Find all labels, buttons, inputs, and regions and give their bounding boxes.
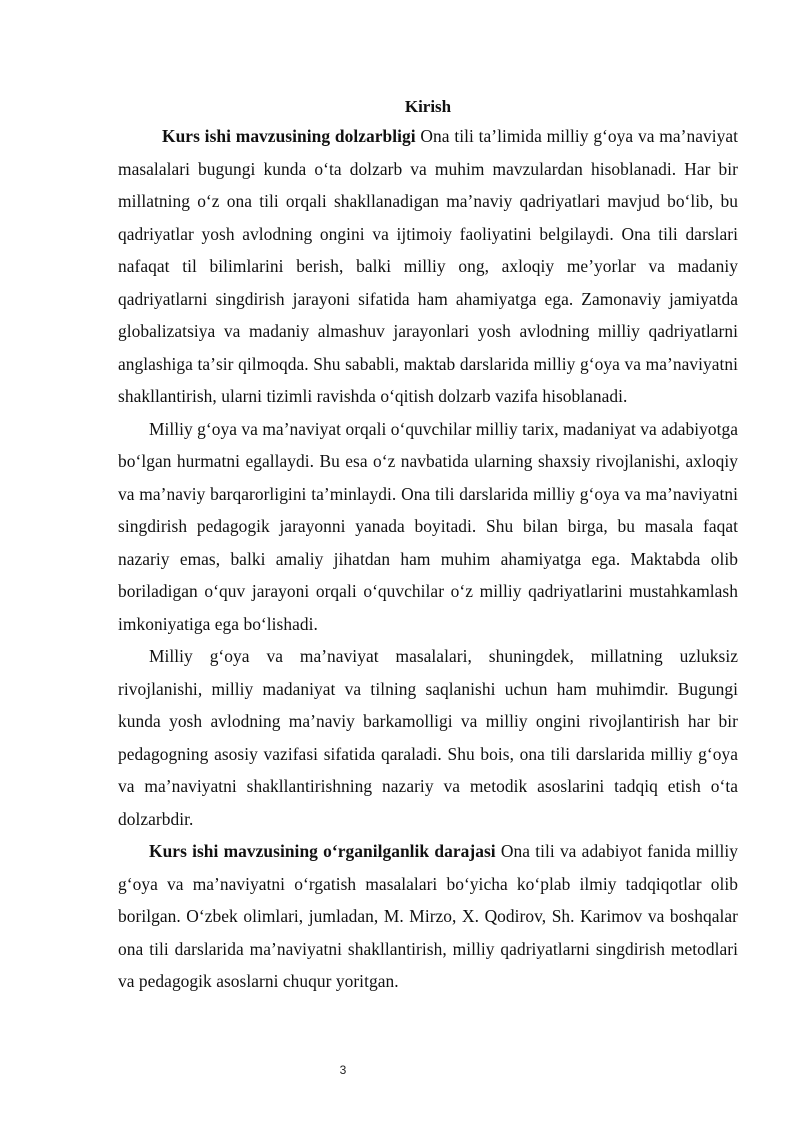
paragraph-body-study-level: Ona tili va adabiyot fanida milliy gʻoya va maʼnaviyatni oʻrgatish masalalari boʻyicha koʻplab ilmiy tadqiqotlar olib borilgan. Oʻzbek olimlari, jumladan, M. Mirzo, X. Qodirov, Sh. Karimov va boshqalar ona tili darslarida maʼnaviyatni shakllantirish, milliy qadriyatlarni singdirish metodlari va pedagogik asoslarni chuqur yoritgan. [118, 841, 738, 991]
page-number: 3 [339, 1063, 347, 1077]
paragraph-development [118, 640, 738, 835]
paragraph-study-level [118, 835, 738, 998]
paragraph-lead-relevance: Kurs ishi mavzusining dolzarbligi [162, 126, 416, 146]
paragraph-relevance [118, 120, 738, 413]
document-page [118, 94, 738, 998]
section-title: Kirish [404, 97, 452, 116]
paragraph-body-development: Milliy gʻoya va maʼnaviyat masalalari, shuningdek, millatning uzluksiz rivojlanishi, milliy madaniyat va tilning saqlanishi uchun ham muhimdir. Bugungi kunda yosh avlodning maʼnaviy barkamolligi va milliy ongini rivojlantirish har bir pedagogning asosiy vazifasi sifatida qaraladi. Shu bois, ona tili darslarida milliy gʻoya va maʼnaviyatni shakllantirishning nazariy va metodik asoslarini tadqiq etish oʻta dolzarbdir. [118, 646, 738, 829]
paragraph-body-relevance: Ona tili taʼlimida milliy gʻoya va maʼnaviyat masalalari bugungi kunda oʻta dolzarb va muhim mavzulardan hisoblanadi. Har bir millatning oʻz ona tili orqali shakllanadigan maʼnaviy qadriyatlari mavjud boʻlib, bu qadriyatlar yosh avlodning ongini va ijtimoiy faoliyatini belgilaydi. Ona tili darslari nafaqat til bilimlarini berish, balki milliy ong, axloqiy meʼyorlar va madaniy qadriyatlarni singdirish jarayoni sifatida ham ahamiyatga ega. Zamonaviy jamiyatda globalizatsiya va madaniy almashuv jarayonlari yosh avlodning milliy qadriyatlarni anglashiga taʼsir qilmoqda. Shu sababli, maktab darslarida milliy gʻoya va maʼnaviyatni shakllantirish, ularni tizimli ravishda oʻqitish dolzarb vazifa hisoblanadi. [118, 126, 738, 406]
paragraph-lead-study-level: Kurs ishi mavzusining oʻrganilganlik darajasi [149, 841, 496, 861]
paragraph-national-idea [118, 413, 738, 641]
paragraph-body-national-idea: Milliy gʻoya va maʼnaviyat orqali oʻquvchilar milliy tarix, madaniyat va adabiyotga boʻlgan hurmatni egallaydi. Bu esa oʻz navbatida ularning shaxsiy rivojlanishi, axloqiy va maʼnaviy barqarorligini taʼminlaydi. Ona tili darslarida milliy gʻoya va maʼnaviyatni singdirish pedagogik jarayonni yanada boyitadi. Shu bilan birga, bu masala faqat nazariy emas, balki amaliy jihatdan ham muhim ahamiyatga ega. Maktabda olib boriladigan oʻquv jarayoni orqali oʻquvchilar oʻz milliy qadriyatlarini mustahkamlash imkoniyatiga ega boʻlishadi. [118, 418, 738, 634]
